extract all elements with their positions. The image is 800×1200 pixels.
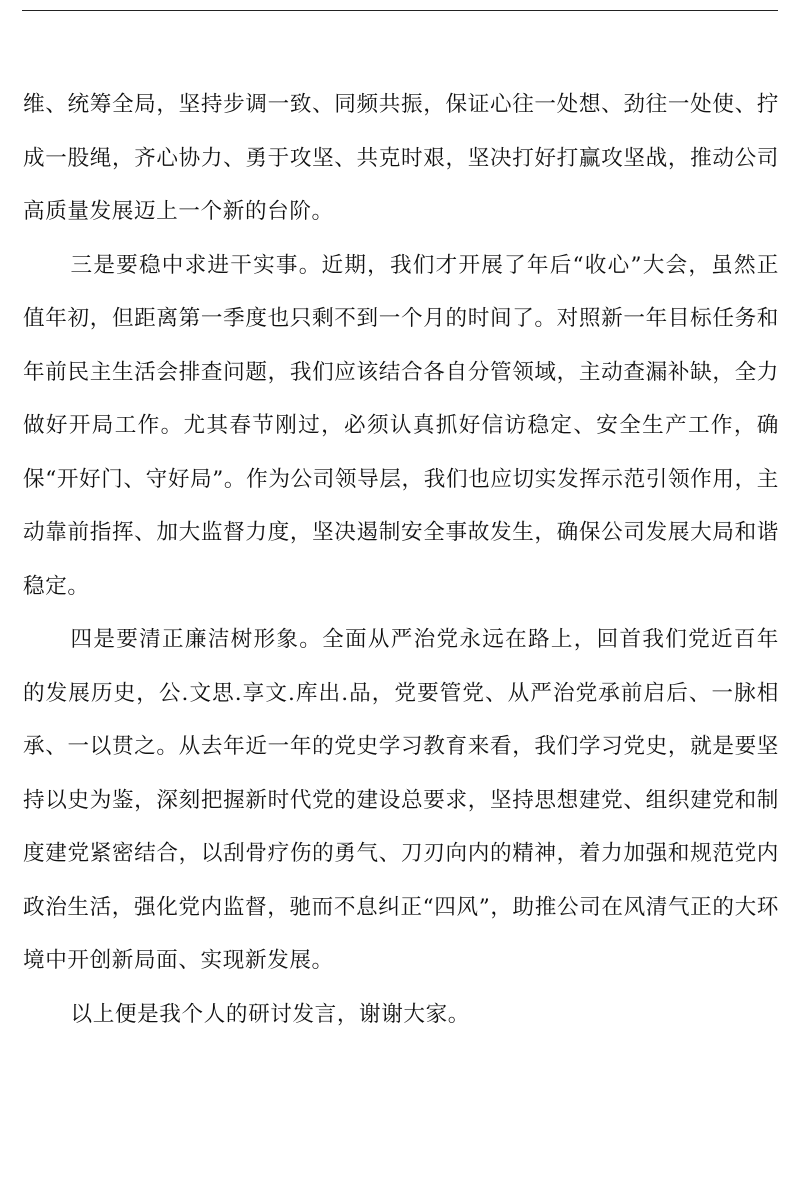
paragraph-point-four: 四是要清正廉洁树形象。全面从严治党永远在路上，回首我们党近百年的发展历史，公.文思.享文.库出.品，党要管党、从严治党承前启后、一脉相承、一以贯之。从去年近一年的党史学习教育来看，我们学习党史，就是要坚持以史为鉴，深刻把握新时代党的建设总要求，坚持思想建党、组织建党和制度建党紧密结合，以刮骨疗伤的勇气、刀刃向内的精神，着力加强和规范党内政治生活，强化党内监督，驰而不息纠正“四风”，助推公司在风清气正的大环境中开创新局面、实现新发展。 [23,627,779,973]
header-rule [22,10,778,11]
paragraph-continuation: 维、统筹全局，坚持步调一致、同频共振，保证心往一处想、劲往一处使、拧成一股绳，齐心协力、勇于攻坚、共克时艰，坚决打好打赢攻坚战，推动公司高质量发展迈上一个新的台阶。 [23,92,779,224]
paragraph-closing: 以上便是我个人的研讨发言，谢谢大家。 [70,1001,471,1027]
document-body [23,78,779,1041]
paragraph-point-three: 三是要稳中求进干实事。近期，我们才开展了年后“收心”大会，虽然正值年初，但距离第一季度也只剩不到一个月的时间了。对照新一年目标任务和年前民主生活会排查问题，我们应该结合各自分管领域，主动查漏补缺，全力做好开局工作。尤其春节刚过，必须认真抓好信访稳定、安全生产工作，确保“开好门、守好局”。作为公司领导层，我们也应切实发挥示范引领作用，主动靠前指挥、加大监督力度，坚决遏制安全事故发生，确保公司发展大局和谐稳定。 [23,252,779,599]
